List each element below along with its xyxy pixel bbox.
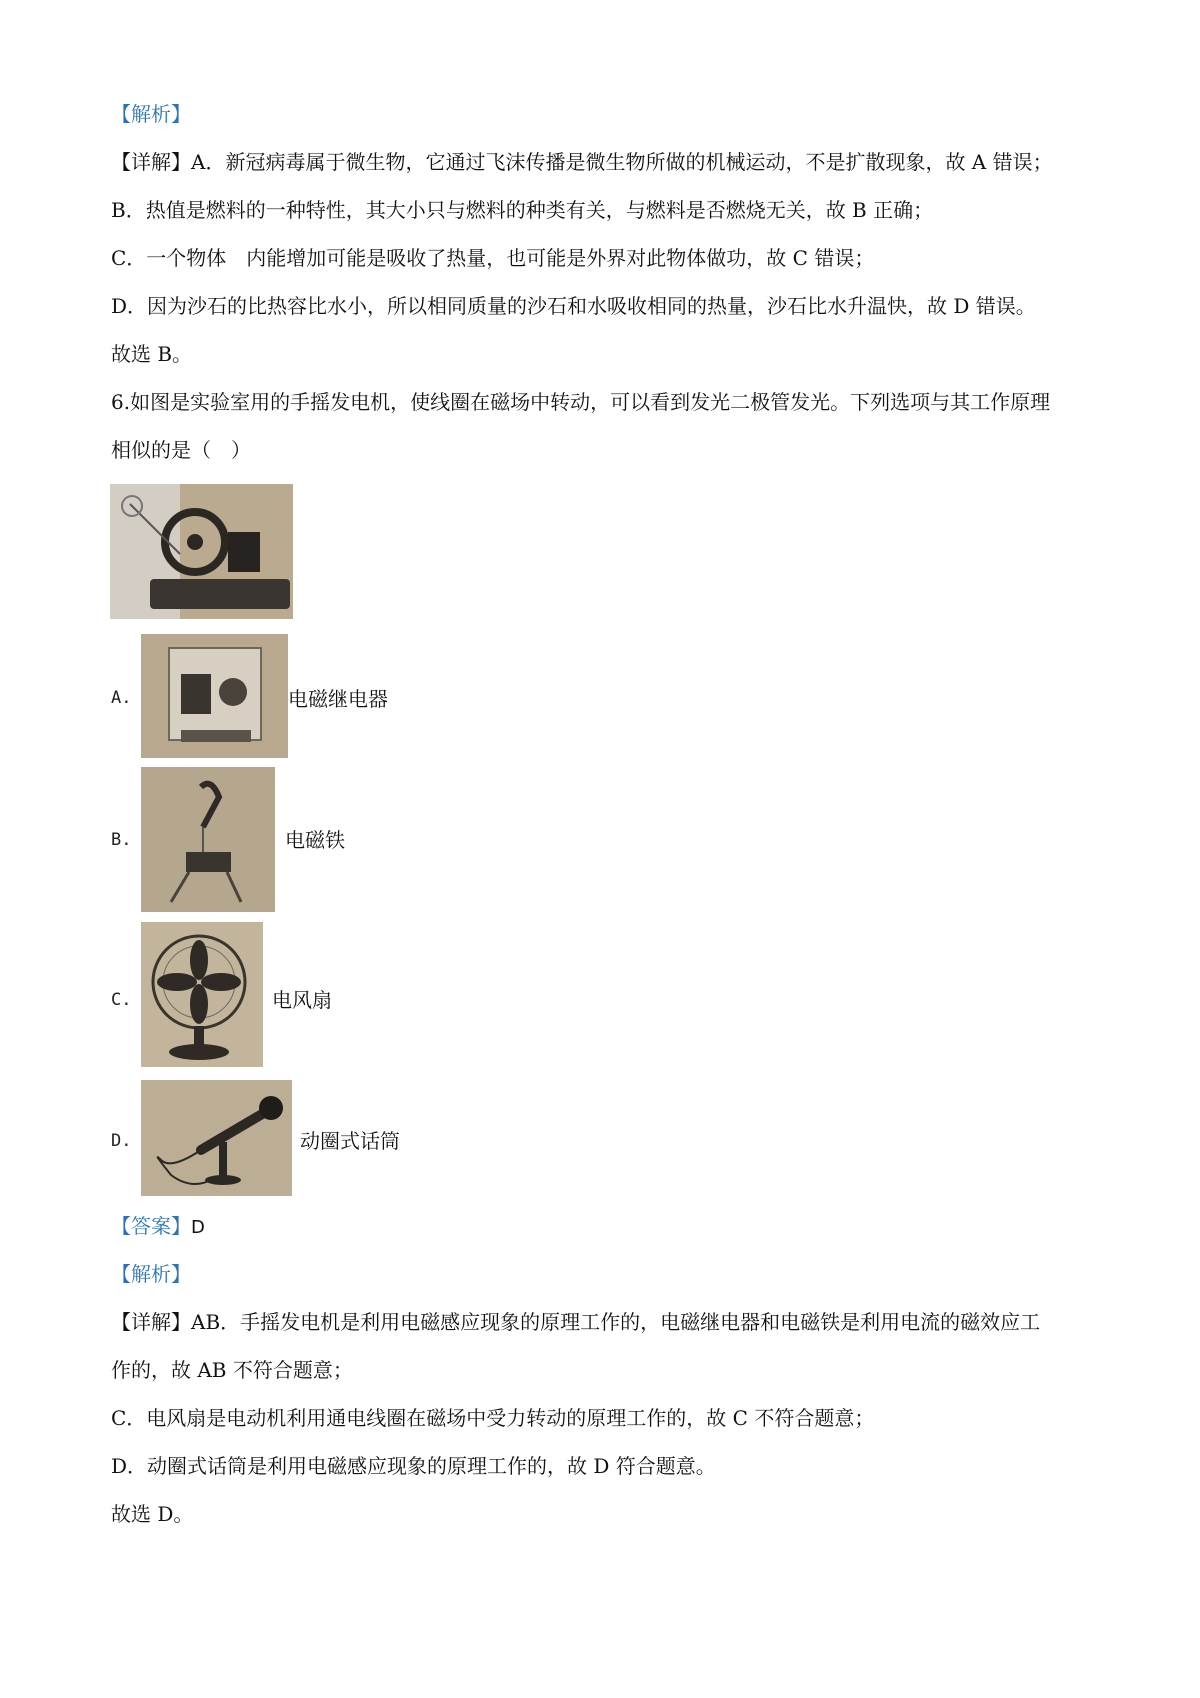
solution-line-ab-2: 作的，故 AB 不符合题意；: [111, 1358, 353, 1382]
option-a-label: 电磁继电器: [288, 687, 388, 711]
answer-line: [111, 1212, 205, 1242]
solution-line-d: D．动圈式话筒是利用电磁感应现象的原理工作的，故 D 符合题意。: [111, 1454, 716, 1478]
solution-text-ab-1: AB．手摇发电机是利用电磁感应现象的原理工作的，电磁继电器和电磁铁是利用电流的磁效应工: [191, 1310, 1041, 1334]
question-stem-line-1: 6.如图是实验室用的手摇发电机，使线圈在磁场中转动，可以看到发光二极管发光。下列选项与其工作原理: [111, 390, 1051, 414]
solution-line-ab-1: [111, 1308, 1040, 1336]
option-c-label: 电风扇: [272, 988, 332, 1012]
detail-line-c: C．一个物体 内能增加可能是吸收了热量，也可能是外界对此物体做功，故 C 错误；: [111, 246, 875, 270]
electric-fan-photo: [141, 922, 263, 1067]
generator-photo: [110, 484, 293, 619]
answer-tag: 【答案】: [111, 1214, 191, 1238]
option-b-label: 电磁铁: [285, 828, 345, 852]
option-d-label: 动圈式话筒: [300, 1129, 400, 1153]
question-stem-line-2: 相似的是（ ）: [111, 438, 251, 462]
answer-value: D: [191, 1217, 205, 1238]
option-a-letter: A.: [111, 688, 132, 708]
solution-detail-tag: 【详解】: [111, 1310, 191, 1334]
conclusion-line: 故选 B。: [111, 342, 193, 366]
option-d-letter: D.: [111, 1131, 132, 1151]
detail-line-a: [111, 148, 1053, 176]
detail-text-a: A．新冠病毒属于微生物，它通过飞沫传播是微生物所做的机械运动，不是扩散现象，故 A 错误；: [191, 150, 1053, 174]
electromagnet-photo: [141, 767, 275, 912]
option-c-letter: C.: [111, 990, 132, 1010]
detail-line-b: B．热值是燃料的一种特性，其大小只与燃料的种类有关，与燃料是否燃烧无关，故 B 正确；: [111, 198, 934, 222]
solution-analysis-heading: 【解析】: [111, 1262, 191, 1286]
solution-conclusion: 故选 D。: [111, 1502, 194, 1526]
analysis-heading: 【解析】: [111, 102, 191, 126]
detail-line-d: D．因为沙石的比热容比水小，所以相同质量的沙石和水吸收相同的热量，沙石比水升温快，故 D 错误。: [111, 294, 1036, 318]
detail-tag: 【详解】: [111, 150, 191, 174]
solution-line-c: C．电风扇是电动机利用通电线圈在磁场中受力转动的原理工作的，故 C 不符合题意；: [111, 1406, 875, 1430]
option-b-letter: B.: [111, 830, 132, 850]
relay-photo: [141, 634, 288, 758]
microphone-photo: [141, 1080, 292, 1196]
